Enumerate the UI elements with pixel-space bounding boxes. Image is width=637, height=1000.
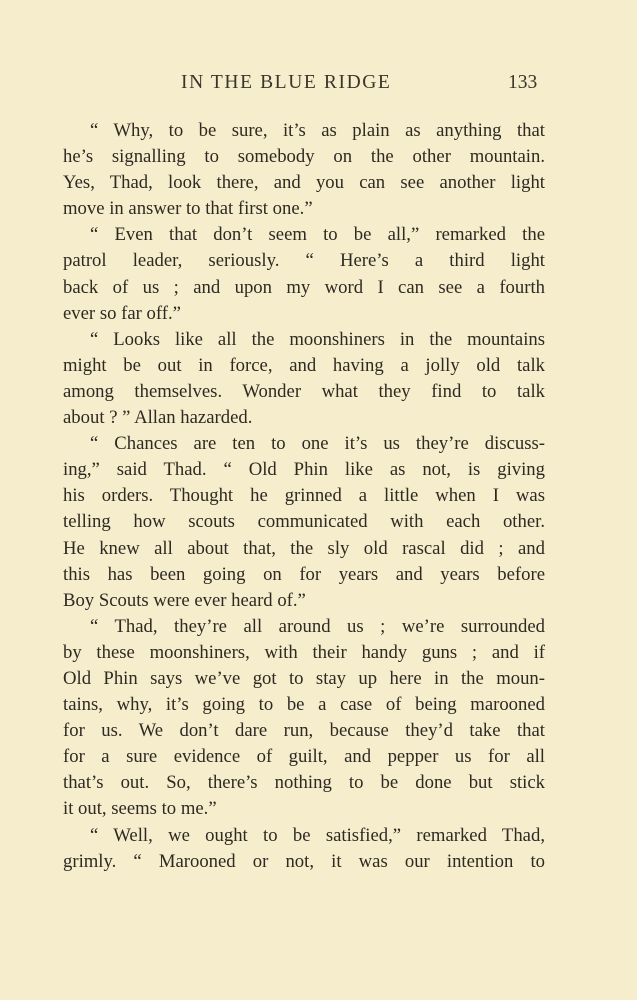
page-header	[0, 70, 637, 100]
text-line: ing,” said Thad. “ Old Phin like as not, is giving	[63, 459, 545, 481]
text-line: among themselves. Wonder what they find to talk	[63, 380, 545, 402]
text-line: that’s out. So, there’s nothing to be done but stick	[63, 772, 545, 794]
text-line: “ Why, to be sure, it’s as plain as anything that	[90, 120, 545, 141]
text-line: he’s signalling to somebody on the other mountain.	[63, 146, 545, 168]
text-line: Old Phin says we’ve got to stay up here in the moun-	[63, 667, 545, 689]
text-line: Yes, Thad, look there, and you can see another light	[63, 172, 545, 194]
text-line: about ? ” Allan hazarded.	[63, 407, 253, 429]
text-line: it out, seems to me.”	[63, 798, 217, 820]
text-line: “ Thad, they’re all around us ; we’re surrounded	[90, 615, 545, 637]
text-line: by these moonshiners, with their handy guns ; and if	[63, 641, 545, 663]
text-line: “ Well, we ought to be satisfied,” remarked Thad,	[90, 824, 545, 846]
text-line: Boy Scouts were ever heard of.”	[63, 589, 306, 611]
text-line: move in answer to that first one.”	[63, 198, 313, 220]
page-number: 133	[508, 72, 538, 93]
text-line: might be out in force, and having a jolly old talk	[63, 354, 545, 376]
text-line: telling how scouts communicated with each other.	[63, 511, 545, 533]
text-line: “ Looks like all the moonshiners in the mountains	[90, 328, 545, 350]
text-line: for a sure evidence of guilt, and pepper us for all	[63, 746, 545, 768]
text-line: back of us ; and upon my word I can see a fourth	[63, 276, 545, 298]
text-line: this has been going on for years and years before	[63, 563, 545, 585]
text-line: his orders. Thought he grinned a little when I was	[63, 485, 545, 507]
text-line: for us. We don’t dare run, because they’d take that	[63, 720, 545, 742]
text-line: patrol leader, seriously. “ Here’s a third light	[63, 250, 545, 272]
text-line: grimly. “ Marooned or not, it was our intention to	[63, 850, 545, 872]
body-text	[63, 118, 545, 875]
text-line: “ Even that don’t seem to be all,” remarked the	[90, 224, 545, 246]
running-title: IN THE BLUE RIDGE	[181, 72, 392, 93]
text-line: ever so far off.”	[63, 302, 181, 324]
text-line: “ Chances are ten to one it’s us they’re discuss-	[90, 433, 545, 455]
text-line: tains, why, it’s going to be a case of being marooned	[63, 694, 545, 716]
text-line: He knew all about that, the sly old rascal did ; and	[63, 537, 545, 559]
